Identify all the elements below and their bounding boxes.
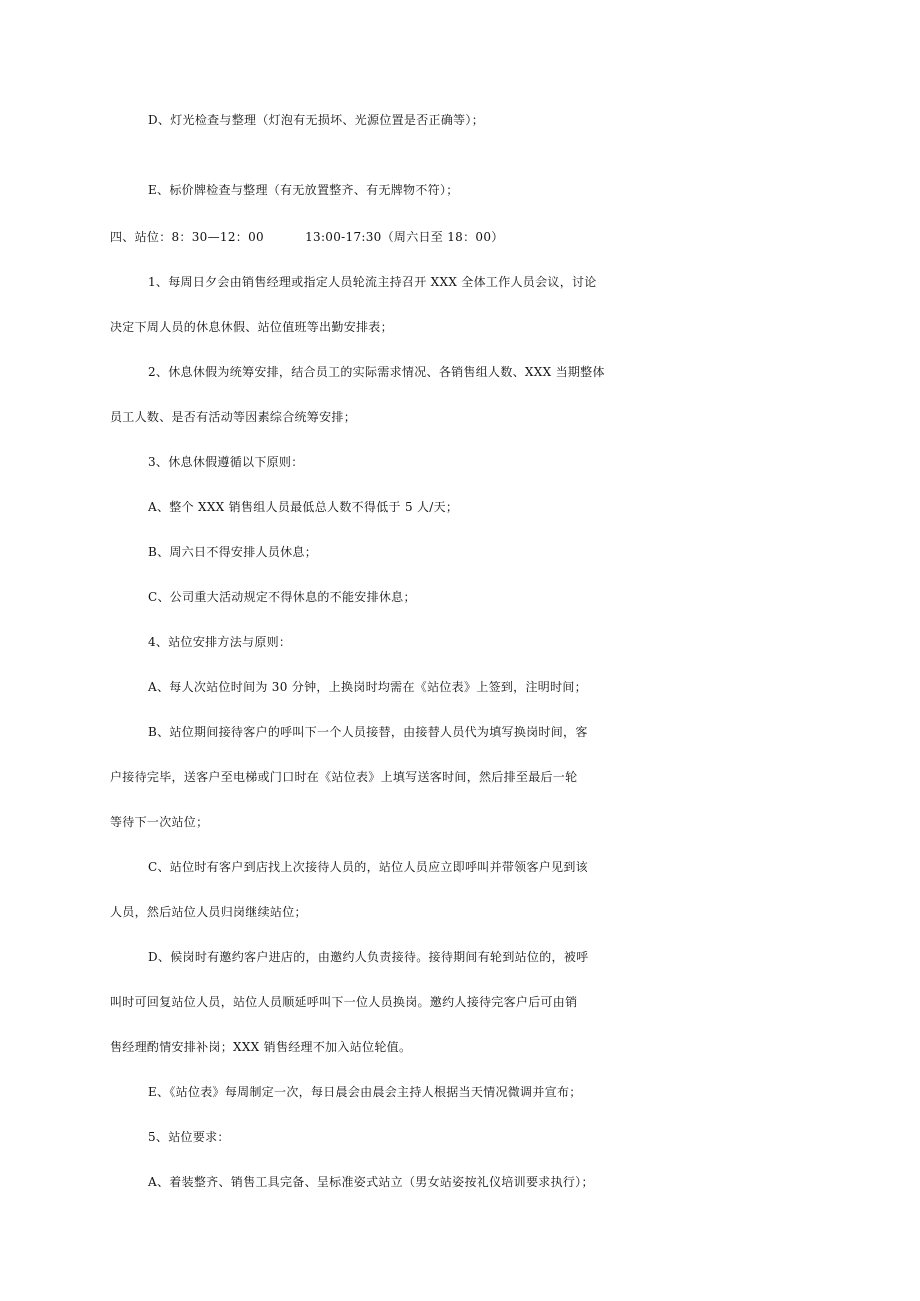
text-line: E、《站位表》每周制定一次，每日晨会由晨会主持人根据当天情况微调并宣布； [148,1085,582,1099]
text-line: A、每人次站位时间为 30 分钟，上换岗时均需在《站位表》上签到，注明时间； [148,680,587,694]
text-line: 叫时可回复站位人员，站位人员顺延呼叫下一位人员换岗。邀约人接待完客户后可由销 [110,995,578,1009]
text-line: 5、站位要求： [148,1130,230,1144]
text-line: D、候岗时有邀约客户进店的，由邀约人负责接待。接待期间有轮到站位的，被呼 [148,950,589,964]
text-line: 售经理酌情安排补岗；XXX 销售经理不加入站位轮值。 [110,1040,412,1054]
text-line: D、灯光检查与整理（灯泡有无损坏、光源位置是否正确等）； [148,113,485,127]
text-line: 员工人数、是否有活动等因素综合统筹安排； [110,410,357,424]
text-line: E、标价牌检查与整理（有无放置整齐、有无牌物不符）； [148,183,459,197]
text-line: 1、每周日夕会由销售经理或指定人员轮流主持召开 XXX 全体工作人员会议，讨论 [148,275,597,289]
text-line: 等待下一次站位； [110,815,209,829]
text-line: B、周六日不得安排人员休息； [148,545,318,559]
text-line: A、着装整齐、销售工具完备、呈标准姿式站立（男女站姿按礼仪培训要求执行）； [148,1175,594,1189]
text-line: A、整个 XXX 销售组人员最低总人数不得低于 5 人/天； [148,500,459,514]
text-line: 3、休息休假遵循以下原则： [148,455,304,469]
text-line: C、站位时有客户到店找上次接待人员的，站位人员应立即呼叫并带领客户见到该 [148,860,588,874]
text-line: 户接待完毕，送客户至电梯或门口时在《站位表》上填写送客时间，然后排至最后一轮 [110,770,578,784]
text-line: 4、站位安排方法与原则： [148,635,292,649]
text-line: 人员，然后站位人员归岗继续站位； [110,905,307,919]
section-heading: 四、站位：8：30—12：00 13:00-17:30（周六日至 18：00） [110,230,504,244]
text-line: 2、休息休假为统筹安排，结合员工的实际需求情况、各销售组人数、XXX 当期整体 [148,365,605,379]
text-line: C、公司重大活动规定不得休息的不能安排休息； [148,590,416,604]
text-line: B、站位期间接待客户的呼叫下一个人员接替，由接替人员代为填写换岗时间，客 [148,725,588,739]
text-line: 决定下周人员的休息休假、站位值班等出勤安排表； [110,320,393,334]
